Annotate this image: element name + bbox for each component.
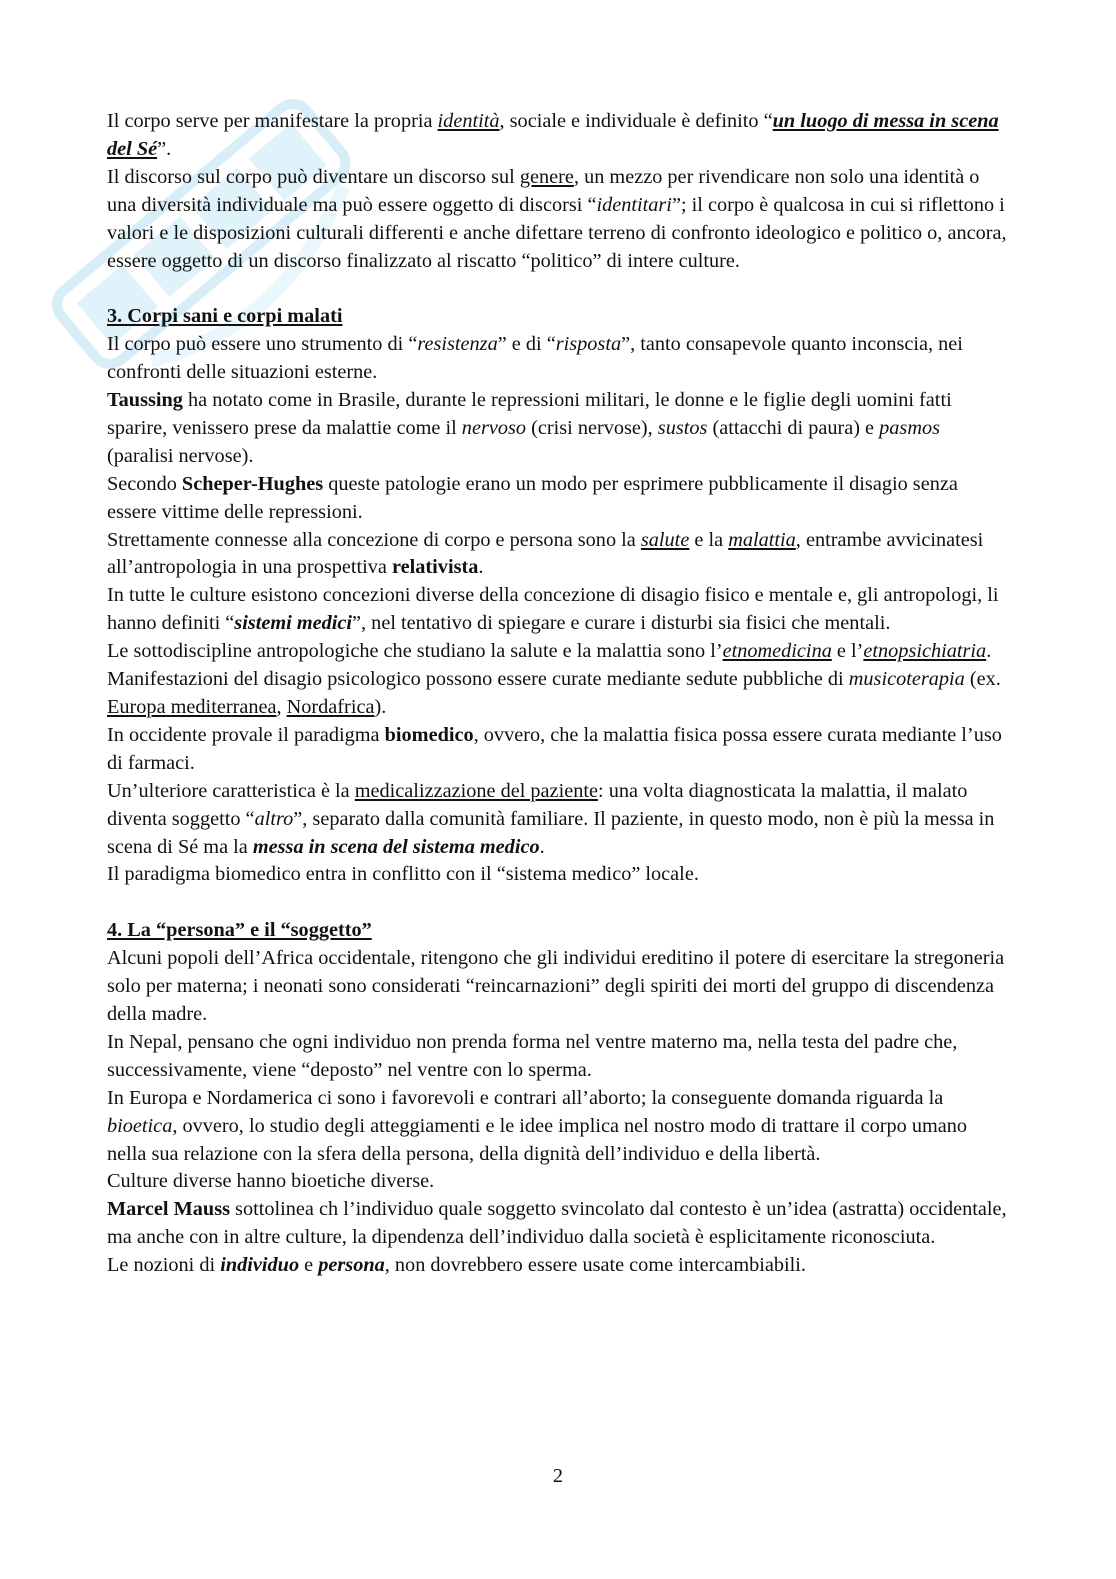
text: Il corpo può essere uno strumento di “: [107, 333, 418, 356]
text: e l’: [831, 640, 864, 663]
paragraph-sistemi-medici: [107, 582, 1007, 638]
term-altro: altro: [254, 807, 294, 830]
text: ”.: [157, 137, 172, 160]
term-persona: persona: [318, 1254, 385, 1277]
author-marcel-mauss: Marcel Mauss: [107, 1198, 230, 1221]
text: In Europa e Nordamerica ci sono i favorevoli e contrari all’aborto; la conseguente domanda riguarda la: [107, 1086, 944, 1109]
text: e la: [689, 528, 729, 551]
text: ).: [374, 696, 387, 719]
text: .: [986, 640, 992, 663]
text: : una volta diagnosticata la malattia, il malato diventa soggetto “: [107, 779, 968, 830]
text: ”, separato dalla comunità familiare. Il paziente, in questo modo, non è più la messa in scena di Sé ma la: [107, 807, 995, 858]
text: Secondo: [107, 472, 182, 495]
paragraph-bioetiche-diverse: Culture diverse hanno bioetiche diverse.: [107, 1170, 435, 1193]
term-salute: salute: [640, 528, 690, 551]
text: ”, tanto consapevole quanto inconscia, nei confronti delle situazioni esterne.: [107, 333, 963, 384]
term-individuo: individuo: [220, 1254, 300, 1277]
term-messa-in-scena-sistema-medico: messa in scena del sistema medico: [252, 835, 540, 858]
text: (crisi nervose),: [526, 416, 658, 439]
paragraph-nozioni: [107, 1252, 1007, 1280]
term-risposta: risposta: [555, 333, 622, 356]
term-sustos: sustos: [657, 416, 708, 439]
text: Strettamente connesse alla concezione di corpo e persona sono la: [107, 528, 641, 551]
paragraph-etnomedicina: [107, 638, 1007, 666]
text: Le nozioni di: [107, 1254, 221, 1277]
term-medicalizzazione: medicalizzazione del paziente: [354, 779, 598, 802]
section-heading-4: 4. La “persona” e il “soggetto”: [107, 919, 372, 942]
term-etnomedicina: etnomedicina: [722, 640, 832, 663]
text: e: [299, 1254, 319, 1277]
text: In occidente provale il paradigma: [107, 723, 385, 746]
text: (attacchi di paura) e: [707, 416, 880, 439]
text: ,: [276, 696, 287, 719]
paragraph-biomedico: [107, 722, 1007, 778]
text: Un’ulteriore caratteristica è la: [107, 779, 355, 802]
paragraph-taussing: [107, 387, 1007, 471]
term-pasmos: pasmos: [879, 416, 940, 439]
paragraph-scheper-hughes: [107, 471, 1007, 527]
paragraph-musicoterapia: [107, 666, 1007, 722]
term-genere: genere: [519, 165, 574, 188]
term-bioetica: bioetica: [107, 1114, 173, 1137]
text: Manifestazioni del disagio psicologico possono essere curate mediante sedute pubbliche di: [107, 668, 849, 691]
text: , entrambe avvicinatesi all’antropologia in una prospettiva: [107, 528, 984, 579]
paragraph-genere: [107, 164, 1007, 276]
text: , un mezzo per rivendicare non solo una identità o una diversità individuale ma può essere oggetto di discorsi “: [107, 165, 980, 216]
text: ” e di “: [497, 333, 556, 356]
term-biomedico: biomedico: [384, 723, 474, 746]
term-relativista: relativista: [392, 556, 479, 579]
paragraph-africa: Alcuni popoli dell’Africa occidentale, ritengono che gli individui ereditino il potere di esercitare la stregoneria solo per materna; i neonati sono considerati “reincarnazioni” degli spiriti dei morti del gruppo di discendenza della madre.: [107, 947, 1005, 1025]
text: (ex.: [964, 668, 1001, 691]
term-identitari: identitari: [596, 193, 672, 216]
text: (paralisi nervose).: [107, 444, 254, 467]
text: ha notato come in Brasile, durante le repressioni militari, le donne e le figlie degli uomini fatti sparire, venissero prese da malattie come il: [107, 389, 952, 439]
paragraph-conflitto: Il paradigma biomedico entra in conflitto con il “sistema medico” locale.: [107, 863, 699, 886]
paragraph-nepal: In Nepal, pensano che ogni individuo non prenda forma nel ventre materno ma, nella testa del padre che, successivamente, viene “deposto” nel ventre con lo sperma.: [107, 1030, 958, 1081]
term-resistenza: resistenza: [417, 333, 498, 356]
section-heading-3: 3. Corpi sani e corpi malati: [107, 305, 343, 328]
text: , non dovrebbero essere usate come intercambiabili.: [384, 1254, 807, 1277]
term-luogo-messa-in-scena: un luogo di messa in scena del Sé: [107, 110, 999, 160]
text: sottolinea ch l’individuo quale soggetto svincolato dal contesto è un’idea (astratta) occidentale, ma anche con in altre culture, la dipendenza dell’individuo dalla società è esplicitamente riconosciuta.: [107, 1198, 1007, 1249]
text: ”; il corpo è qualcosa in cui si riflettono i valori e le disposizioni culturali differenti e anche difettare terreno di confronto ideologico e politico o, ancora, essere oggetto di un discorso finalizzato al riscatto “politico” di intere culture.: [107, 193, 1007, 272]
text: , sociale e individuale è definito “: [499, 110, 773, 132]
term-musicoterapia: musicoterapia: [848, 668, 965, 691]
term-nordafrica: Nordafrica: [286, 696, 375, 719]
page-number: 2: [552, 1465, 564, 1487]
text: Il corpo serve per manifestare la propria: [107, 110, 438, 132]
text: Le sottodiscipline antropologiche che studiano la salute e la malattia sono l’: [107, 640, 723, 663]
text: Il discorso sul corpo può diventare un discorso sul: [107, 165, 520, 188]
text: .: [478, 556, 484, 579]
text: , ovvero, lo studio degli atteggiamenti e le idee implica nel nostro modo di trattare il corpo umano nella sua relazione con la sfera della persona, della dignità dell’individuo e della libertà.: [107, 1114, 968, 1165]
paragraph-salute-malattia: [107, 527, 1007, 583]
document-body: [107, 108, 1007, 1280]
author-taussing: Taussing: [107, 389, 183, 412]
paragraph-medicalizzazione: [107, 778, 1007, 862]
term-europa-mediterranea: Europa mediterranea: [107, 696, 277, 719]
text: .: [539, 835, 545, 858]
term-identita: identità: [437, 110, 500, 132]
text: queste patologie erano un modo per esprimere pubblicamente il disagio senza essere vittime delle repressioni.: [107, 472, 958, 523]
term-etnopsichiatria: etnopsichiatria: [863, 640, 987, 663]
term-malattia: malattia: [728, 528, 796, 551]
author-scheper-hughes: Scheper-Hughes: [181, 472, 324, 495]
text: ”, nel tentativo di spiegare e curare i disturbi sia fisici che mentali.: [352, 612, 891, 635]
term-sistemi-medici: sistemi medici: [234, 612, 353, 635]
text: In tutte le culture esistono concezioni diverse della concezione di disagio fisico e mentale e, gli antropologi, li hanno definiti “: [107, 584, 999, 635]
paragraph-identity: [107, 108, 1007, 164]
paragraph-mauss: [107, 1196, 1007, 1252]
paragraph-bioetica: [107, 1085, 1007, 1169]
paragraph-resistenza: [107, 331, 1007, 387]
text: , ovvero, che la malattia fisica possa essere curata mediante l’uso di farmaci.: [107, 723, 1002, 774]
term-nervoso: nervoso: [461, 416, 527, 439]
